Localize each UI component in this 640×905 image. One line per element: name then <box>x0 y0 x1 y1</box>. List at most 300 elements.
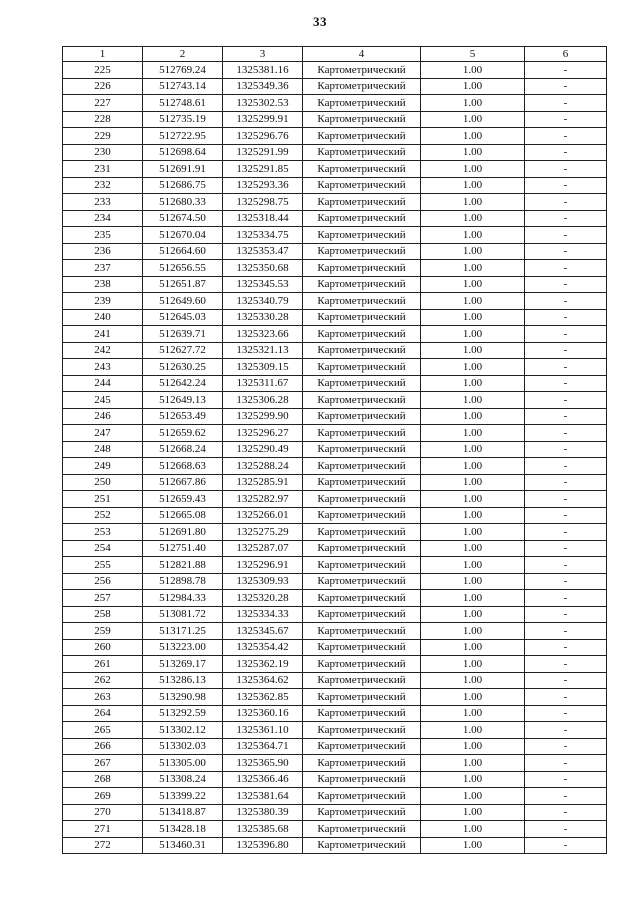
header-row <box>63 47 607 62</box>
point-number-cell: 263 <box>63 689 143 706</box>
point-number-cell: 244 <box>63 375 143 392</box>
x-coordinate-cell: 513428.18 <box>143 821 223 838</box>
point-number-cell: 267 <box>63 755 143 772</box>
x-coordinate-cell: 512668.24 <box>143 441 223 458</box>
table-row <box>63 771 607 788</box>
note-cell: - <box>525 260 607 277</box>
x-coordinate-cell: 512665.08 <box>143 507 223 524</box>
note-cell: - <box>525 540 607 557</box>
page-number: 33 <box>313 14 327 29</box>
note-cell: - <box>525 557 607 574</box>
table-row <box>63 260 607 277</box>
accuracy-cell: 1.00 <box>421 804 525 821</box>
x-coordinate-cell: 512639.71 <box>143 326 223 343</box>
accuracy-cell: 1.00 <box>421 227 525 244</box>
method-cell: Картометрический <box>303 623 421 640</box>
y-coordinate-cell: 1325287.07 <box>223 540 303 557</box>
method-cell: Картометрический <box>303 524 421 541</box>
note-cell: - <box>525 623 607 640</box>
point-number-cell: 230 <box>63 144 143 161</box>
note-cell: - <box>525 243 607 260</box>
table-row <box>63 804 607 821</box>
accuracy-cell: 1.00 <box>421 474 525 491</box>
column-header-5: 5 <box>421 47 525 62</box>
accuracy-cell: 1.00 <box>421 722 525 739</box>
method-cell: Картометрический <box>303 342 421 359</box>
method-cell: Картометрический <box>303 144 421 161</box>
accuracy-cell: 1.00 <box>421 194 525 211</box>
table-row <box>63 95 607 112</box>
note-cell: - <box>525 507 607 524</box>
point-number-cell: 265 <box>63 722 143 739</box>
x-coordinate-cell: 512651.87 <box>143 276 223 293</box>
table-row <box>63 309 607 326</box>
table-row <box>63 573 607 590</box>
accuracy-cell: 1.00 <box>421 408 525 425</box>
point-number-cell: 243 <box>63 359 143 376</box>
y-coordinate-cell: 1325291.85 <box>223 161 303 178</box>
note-cell: - <box>525 177 607 194</box>
point-number-cell: 272 <box>63 837 143 854</box>
note-cell: - <box>525 639 607 656</box>
table-row <box>63 441 607 458</box>
accuracy-cell: 1.00 <box>421 656 525 673</box>
point-number-cell: 256 <box>63 573 143 590</box>
y-coordinate-cell: 1325311.67 <box>223 375 303 392</box>
method-cell: Картометрический <box>303 392 421 409</box>
table-row <box>63 590 607 607</box>
method-cell: Картометрический <box>303 590 421 607</box>
accuracy-cell: 1.00 <box>421 573 525 590</box>
table-row <box>63 491 607 508</box>
table-row <box>63 326 607 343</box>
table-row <box>63 342 607 359</box>
accuracy-cell: 1.00 <box>421 524 525 541</box>
y-coordinate-cell: 1325275.29 <box>223 524 303 541</box>
x-coordinate-cell: 512743.14 <box>143 78 223 95</box>
x-coordinate-cell: 512680.33 <box>143 194 223 211</box>
point-number-cell: 249 <box>63 458 143 475</box>
method-cell: Картометрический <box>303 656 421 673</box>
method-cell: Картометрический <box>303 243 421 260</box>
method-cell: Картометрический <box>303 722 421 739</box>
point-number-cell: 245 <box>63 392 143 409</box>
y-coordinate-cell: 1325291.99 <box>223 144 303 161</box>
method-cell: Картометрический <box>303 557 421 574</box>
x-coordinate-cell: 512653.49 <box>143 408 223 425</box>
accuracy-cell: 1.00 <box>421 557 525 574</box>
accuracy-cell: 1.00 <box>421 342 525 359</box>
point-number-cell: 251 <box>63 491 143 508</box>
table-header <box>63 47 607 62</box>
x-coordinate-cell: 512735.19 <box>143 111 223 128</box>
y-coordinate-cell: 1325334.75 <box>223 227 303 244</box>
method-cell: Картометрический <box>303 540 421 557</box>
method-cell: Картометрический <box>303 177 421 194</box>
note-cell: - <box>525 771 607 788</box>
method-cell: Картометрический <box>303 672 421 689</box>
x-coordinate-cell: 512659.62 <box>143 425 223 442</box>
note-cell: - <box>525 359 607 376</box>
y-coordinate-cell: 1325381.64 <box>223 788 303 805</box>
x-coordinate-cell: 512649.13 <box>143 392 223 409</box>
table-row <box>63 623 607 640</box>
method-cell: Картометрический <box>303 804 421 821</box>
x-coordinate-cell: 513308.24 <box>143 771 223 788</box>
column-header-4: 4 <box>303 47 421 62</box>
table-row <box>63 359 607 376</box>
note-cell: - <box>525 276 607 293</box>
table-row <box>63 111 607 128</box>
accuracy-cell: 1.00 <box>421 392 525 409</box>
x-coordinate-cell: 513399.22 <box>143 788 223 805</box>
note-cell: - <box>525 111 607 128</box>
note-cell: - <box>525 227 607 244</box>
x-coordinate-cell: 512898.78 <box>143 573 223 590</box>
x-coordinate-cell: 512686.75 <box>143 177 223 194</box>
point-number-cell: 228 <box>63 111 143 128</box>
point-number-cell: 257 <box>63 590 143 607</box>
y-coordinate-cell: 1325353.47 <box>223 243 303 260</box>
point-number-cell: 237 <box>63 260 143 277</box>
y-coordinate-cell: 1325302.53 <box>223 95 303 112</box>
table-row <box>63 425 607 442</box>
y-coordinate-cell: 1325321.13 <box>223 342 303 359</box>
accuracy-cell: 1.00 <box>421 359 525 376</box>
y-coordinate-cell: 1325350.68 <box>223 260 303 277</box>
note-cell: - <box>525 458 607 475</box>
method-cell: Картометрический <box>303 491 421 508</box>
method-cell: Картометрический <box>303 194 421 211</box>
note-cell: - <box>525 425 607 442</box>
y-coordinate-cell: 1325299.90 <box>223 408 303 425</box>
point-number-cell: 247 <box>63 425 143 442</box>
point-number-cell: 259 <box>63 623 143 640</box>
method-cell: Картометрический <box>303 474 421 491</box>
method-cell: Картометрический <box>303 606 421 623</box>
accuracy-cell: 1.00 <box>421 738 525 755</box>
accuracy-cell: 1.00 <box>421 755 525 772</box>
note-cell: - <box>525 128 607 145</box>
method-cell: Картометрический <box>303 309 421 326</box>
x-coordinate-cell: 512751.40 <box>143 540 223 557</box>
y-coordinate-cell: 1325293.36 <box>223 177 303 194</box>
note-cell: - <box>525 62 607 79</box>
table-row <box>63 408 607 425</box>
x-coordinate-cell: 512698.64 <box>143 144 223 161</box>
accuracy-cell: 1.00 <box>421 62 525 79</box>
note-cell: - <box>525 474 607 491</box>
x-coordinate-cell: 513418.87 <box>143 804 223 821</box>
x-coordinate-cell: 512674.50 <box>143 210 223 227</box>
method-cell: Картометрический <box>303 293 421 310</box>
point-number-cell: 248 <box>63 441 143 458</box>
method-cell: Картометрический <box>303 573 421 590</box>
x-coordinate-cell: 512821.88 <box>143 557 223 574</box>
method-cell: Картометрический <box>303 161 421 178</box>
point-number-cell: 225 <box>63 62 143 79</box>
table-row <box>63 524 607 541</box>
point-number-cell: 233 <box>63 194 143 211</box>
point-number-cell: 229 <box>63 128 143 145</box>
table-row <box>63 128 607 145</box>
table-row <box>63 705 607 722</box>
table-row <box>63 672 607 689</box>
y-coordinate-cell: 1325349.36 <box>223 78 303 95</box>
method-cell: Картометрический <box>303 689 421 706</box>
y-coordinate-cell: 1325340.79 <box>223 293 303 310</box>
coordinates-table <box>62 46 607 854</box>
x-coordinate-cell: 513171.25 <box>143 623 223 640</box>
note-cell: - <box>525 309 607 326</box>
point-number-cell: 255 <box>63 557 143 574</box>
accuracy-cell: 1.00 <box>421 326 525 343</box>
method-cell: Картометрический <box>303 260 421 277</box>
point-number-cell: 266 <box>63 738 143 755</box>
method-cell: Картометрический <box>303 78 421 95</box>
column-header-3: 3 <box>223 47 303 62</box>
accuracy-cell: 1.00 <box>421 639 525 656</box>
table-row <box>63 194 607 211</box>
y-coordinate-cell: 1325309.15 <box>223 359 303 376</box>
method-cell: Картометрический <box>303 227 421 244</box>
y-coordinate-cell: 1325354.42 <box>223 639 303 656</box>
accuracy-cell: 1.00 <box>421 309 525 326</box>
y-coordinate-cell: 1325266.01 <box>223 507 303 524</box>
y-coordinate-cell: 1325360.16 <box>223 705 303 722</box>
y-coordinate-cell: 1325296.76 <box>223 128 303 145</box>
point-number-cell: 270 <box>63 804 143 821</box>
x-coordinate-cell: 512691.91 <box>143 161 223 178</box>
note-cell: - <box>525 78 607 95</box>
table-row <box>63 755 607 772</box>
point-number-cell: 264 <box>63 705 143 722</box>
note-cell: - <box>525 672 607 689</box>
point-number-cell: 254 <box>63 540 143 557</box>
y-coordinate-cell: 1325334.33 <box>223 606 303 623</box>
table-row <box>63 62 607 79</box>
accuracy-cell: 1.00 <box>421 293 525 310</box>
table-row <box>63 161 607 178</box>
table-row <box>63 227 607 244</box>
y-coordinate-cell: 1325362.19 <box>223 656 303 673</box>
y-coordinate-cell: 1325396.80 <box>223 837 303 854</box>
table-row <box>63 474 607 491</box>
method-cell: Картометрический <box>303 771 421 788</box>
note-cell: - <box>525 573 607 590</box>
point-number-cell: 242 <box>63 342 143 359</box>
accuracy-cell: 1.00 <box>421 210 525 227</box>
point-number-cell: 226 <box>63 78 143 95</box>
point-number-cell: 227 <box>63 95 143 112</box>
x-coordinate-cell: 513269.17 <box>143 656 223 673</box>
y-coordinate-cell: 1325380.39 <box>223 804 303 821</box>
method-cell: Картометрический <box>303 408 421 425</box>
table-row <box>63 276 607 293</box>
point-number-cell: 236 <box>63 243 143 260</box>
point-number-cell: 240 <box>63 309 143 326</box>
table-row <box>63 293 607 310</box>
accuracy-cell: 1.00 <box>421 590 525 607</box>
method-cell: Картометрический <box>303 821 421 838</box>
accuracy-cell: 1.00 <box>421 144 525 161</box>
table-row <box>63 375 607 392</box>
y-coordinate-cell: 1325299.91 <box>223 111 303 128</box>
x-coordinate-cell: 513081.72 <box>143 606 223 623</box>
table-row <box>63 210 607 227</box>
table-row <box>63 144 607 161</box>
point-number-cell: 252 <box>63 507 143 524</box>
method-cell: Картометрический <box>303 111 421 128</box>
y-coordinate-cell: 1325361.10 <box>223 722 303 739</box>
x-coordinate-cell: 512642.24 <box>143 375 223 392</box>
method-cell: Картометрический <box>303 507 421 524</box>
note-cell: - <box>525 293 607 310</box>
accuracy-cell: 1.00 <box>421 260 525 277</box>
method-cell: Картометрический <box>303 788 421 805</box>
note-cell: - <box>525 722 607 739</box>
x-coordinate-cell: 512645.03 <box>143 309 223 326</box>
point-number-cell: 238 <box>63 276 143 293</box>
method-cell: Картометрический <box>303 95 421 112</box>
y-coordinate-cell: 1325345.67 <box>223 623 303 640</box>
table-row <box>63 540 607 557</box>
y-coordinate-cell: 1325362.85 <box>223 689 303 706</box>
note-cell: - <box>525 210 607 227</box>
method-cell: Картометрический <box>303 441 421 458</box>
accuracy-cell: 1.00 <box>421 771 525 788</box>
accuracy-cell: 1.00 <box>421 161 525 178</box>
accuracy-cell: 1.00 <box>421 507 525 524</box>
note-cell: - <box>525 689 607 706</box>
point-number-cell: 232 <box>63 177 143 194</box>
note-cell: - <box>525 491 607 508</box>
table-row <box>63 639 607 656</box>
y-coordinate-cell: 1325290.49 <box>223 441 303 458</box>
note-cell: - <box>525 755 607 772</box>
method-cell: Картометрический <box>303 210 421 227</box>
accuracy-cell: 1.00 <box>421 78 525 95</box>
accuracy-cell: 1.00 <box>421 425 525 442</box>
point-number-cell: 261 <box>63 656 143 673</box>
method-cell: Картометрический <box>303 639 421 656</box>
table-row <box>63 392 607 409</box>
x-coordinate-cell: 512670.04 <box>143 227 223 244</box>
point-number-cell: 258 <box>63 606 143 623</box>
y-coordinate-cell: 1325296.91 <box>223 557 303 574</box>
note-cell: - <box>525 326 607 343</box>
point-number-cell: 253 <box>63 524 143 541</box>
accuracy-cell: 1.00 <box>421 128 525 145</box>
y-coordinate-cell: 1325330.28 <box>223 309 303 326</box>
point-number-cell: 231 <box>63 161 143 178</box>
table-row <box>63 738 607 755</box>
x-coordinate-cell: 512649.60 <box>143 293 223 310</box>
table-row <box>63 837 607 854</box>
column-header-6: 6 <box>525 47 607 62</box>
y-coordinate-cell: 1325285.91 <box>223 474 303 491</box>
table-row <box>63 656 607 673</box>
accuracy-cell: 1.00 <box>421 177 525 194</box>
x-coordinate-cell: 513290.98 <box>143 689 223 706</box>
point-number-cell: 250 <box>63 474 143 491</box>
method-cell: Картометрический <box>303 458 421 475</box>
table-row <box>63 458 607 475</box>
point-number-cell: 239 <box>63 293 143 310</box>
note-cell: - <box>525 705 607 722</box>
note-cell: - <box>525 656 607 673</box>
method-cell: Картометрический <box>303 62 421 79</box>
note-cell: - <box>525 738 607 755</box>
y-coordinate-cell: 1325345.53 <box>223 276 303 293</box>
note-cell: - <box>525 441 607 458</box>
table-row <box>63 78 607 95</box>
note-cell: - <box>525 408 607 425</box>
method-cell: Картометрический <box>303 375 421 392</box>
method-cell: Картометрический <box>303 276 421 293</box>
y-coordinate-cell: 1325282.97 <box>223 491 303 508</box>
note-cell: - <box>525 144 607 161</box>
note-cell: - <box>525 392 607 409</box>
method-cell: Картометрический <box>303 359 421 376</box>
y-coordinate-cell: 1325306.28 <box>223 392 303 409</box>
x-coordinate-cell: 512627.72 <box>143 342 223 359</box>
note-cell: - <box>525 342 607 359</box>
accuracy-cell: 1.00 <box>421 276 525 293</box>
table-row <box>63 177 607 194</box>
accuracy-cell: 1.00 <box>421 243 525 260</box>
point-number-cell: 234 <box>63 210 143 227</box>
y-coordinate-cell: 1325320.28 <box>223 590 303 607</box>
point-number-cell: 262 <box>63 672 143 689</box>
accuracy-cell: 1.00 <box>421 441 525 458</box>
x-coordinate-cell: 513460.31 <box>143 837 223 854</box>
note-cell: - <box>525 375 607 392</box>
note-cell: - <box>525 804 607 821</box>
table-row <box>63 243 607 260</box>
y-coordinate-cell: 1325288.24 <box>223 458 303 475</box>
accuracy-cell: 1.00 <box>421 821 525 838</box>
point-number-cell: 268 <box>63 771 143 788</box>
point-number-cell: 271 <box>63 821 143 838</box>
y-coordinate-cell: 1325364.71 <box>223 738 303 755</box>
x-coordinate-cell: 512691.80 <box>143 524 223 541</box>
x-coordinate-cell: 512630.25 <box>143 359 223 376</box>
y-coordinate-cell: 1325381.16 <box>223 62 303 79</box>
x-coordinate-cell: 513223.00 <box>143 639 223 656</box>
x-coordinate-cell: 513302.12 <box>143 722 223 739</box>
table-row <box>63 788 607 805</box>
point-number-cell: 241 <box>63 326 143 343</box>
y-coordinate-cell: 1325364.62 <box>223 672 303 689</box>
accuracy-cell: 1.00 <box>421 837 525 854</box>
method-cell: Картометрический <box>303 326 421 343</box>
x-coordinate-cell: 512984.33 <box>143 590 223 607</box>
y-coordinate-cell: 1325298.75 <box>223 194 303 211</box>
y-coordinate-cell: 1325318.44 <box>223 210 303 227</box>
point-number-cell: 269 <box>63 788 143 805</box>
accuracy-cell: 1.00 <box>421 606 525 623</box>
accuracy-cell: 1.00 <box>421 672 525 689</box>
accuracy-cell: 1.00 <box>421 375 525 392</box>
x-coordinate-cell: 512722.95 <box>143 128 223 145</box>
x-coordinate-cell: 512668.63 <box>143 458 223 475</box>
method-cell: Картометрический <box>303 425 421 442</box>
column-header-1: 1 <box>63 47 143 62</box>
accuracy-cell: 1.00 <box>421 788 525 805</box>
accuracy-cell: 1.00 <box>421 623 525 640</box>
method-cell: Картометрический <box>303 837 421 854</box>
